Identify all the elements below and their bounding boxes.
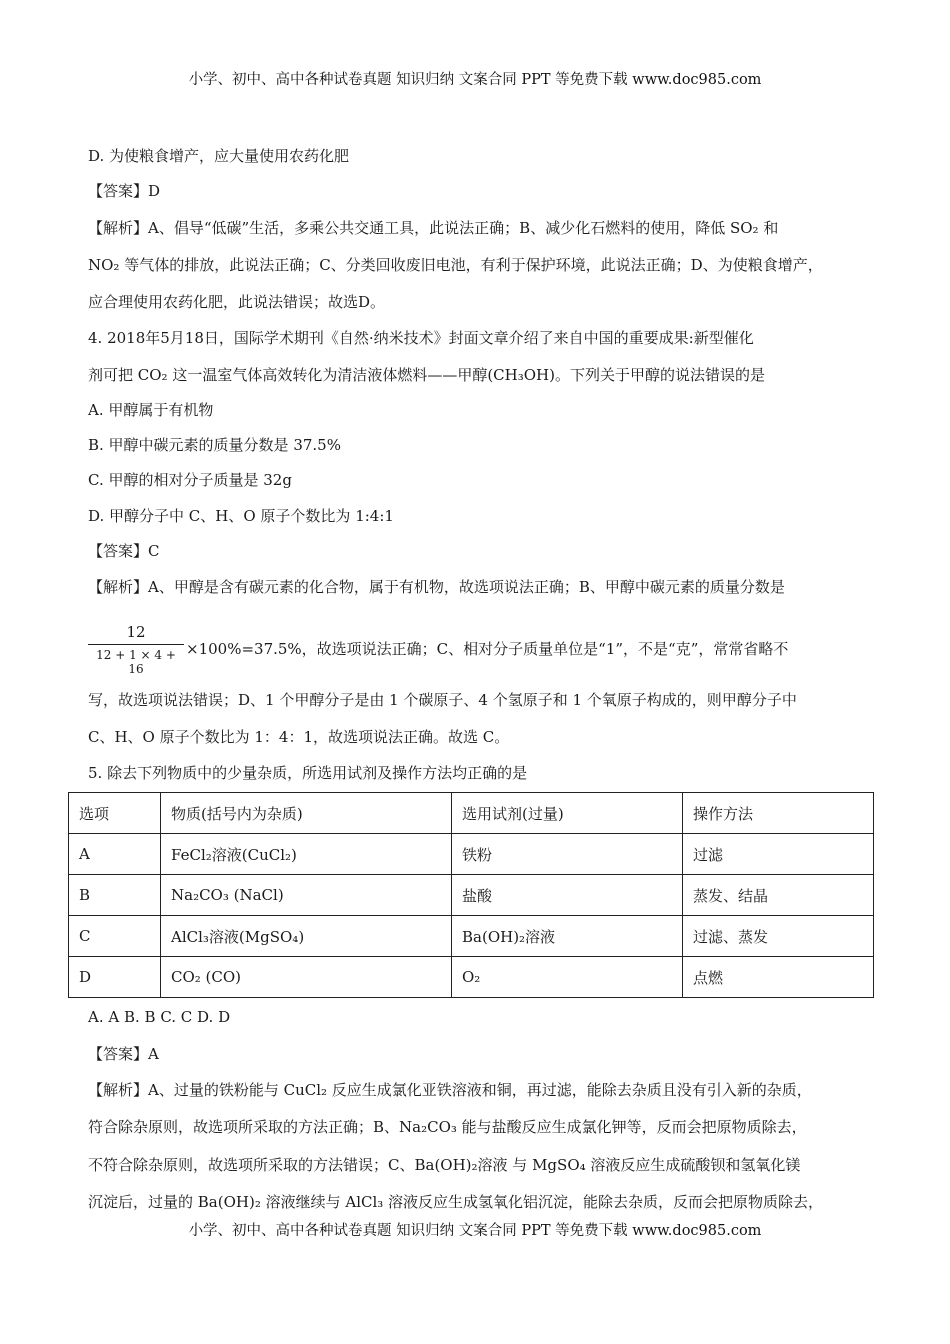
table-cell: 铁粉 [452,834,683,875]
table-header: 选项 [69,793,161,834]
q3-option-d: D. 为使粮食增产，应大量使用农药化肥 [88,147,350,165]
fraction-bar [88,644,184,645]
table-header: 选用试剂(过量) [452,793,683,834]
table-cell: 点燃 [683,957,874,998]
table-row [69,834,874,875]
page-footer: 小学、初中、高中各种试卷真题 知识归纳 文案合同 PPT 等免费下载 www.doc985.com [188,1223,762,1239]
table-cell: C [69,916,161,957]
q3-answer: 【答案】D [88,182,161,200]
q4-analysis-line: 【解析】A、甲醇是含有碳元素的化合物，属于有机物，故选项说法正确；B、甲醇中碳元素的质量分数是 [88,578,785,596]
q5-stem: 5. 除去下列物质中的少量杂质，所选用试剂及操作方法均正确的是 [88,764,528,782]
table-header-row [69,793,874,834]
mass-fraction [88,622,184,676]
table-cell: AlCl₃溶液(MgSO₄) [161,916,452,957]
q4-analysis-line: ×100%=37.5%，故选项说法正确；C、相对分子质量单位是“1”，不是“克”，常常省略不 [186,640,789,658]
table-cell: O₂ [452,957,683,998]
fraction-numerator: 12 [126,623,146,641]
q5-choices: A. A B. B C. C D. D [88,1008,231,1026]
q5-analysis-line: 不符合除杂原则，故选项所采取的方法错误；C、Ba(OH)₂溶液 与 MgSO₄ 溶液反应生成硫酸钡和氢氧化镁 [88,1156,801,1174]
q4-analysis-line: 写，故选项说法错误；D、1 个甲醇分子是由 1 个碳原子、4 个氢原子和 1 个氧原子构成的，则甲醇分子中 [88,691,797,709]
q4-option-c: C. 甲醇的相对分子质量是 32g [88,471,292,489]
table-cell: 过滤、蒸发 [683,916,874,957]
table-cell: Ba(OH)₂溶液 [452,916,683,957]
q3-analysis-line: NO₂ 等气体的排放，此说法正确；C、分类回收废旧电池，有利于保护环境，此说法正确；D、为使粮食增产， [88,256,823,274]
table-cell: 过滤 [683,834,874,875]
q4-stem-line: 4. 2018年5月18日，国际学术期刊《自然·纳米技术》封面文章介绍了来自中国的重要成果:新型催化 [88,329,754,347]
table-cell: B [69,875,161,916]
table-cell: Na₂CO₃ (NaCl) [161,875,452,916]
table-row [69,957,874,998]
q5-analysis-line: 沉淀后，过量的 Ba(OH)₂ 溶液继续与 AlCl₃ 溶液反应生成氢氧化铝沉淀，能除去杂质，反而会把原物质除去， [88,1193,824,1211]
table-cell: A [69,834,161,875]
q4-stem-line: 剂可把 CO₂ 这一温室气体高效转化为清洁液体燃料——甲醇(CH₃OH)。下列关于甲醇的说法错误的是 [88,366,765,384]
q4-answer: 【答案】C [88,542,160,560]
q3-analysis-line: 【解析】A、倡导“低碳”生活，多乘公共交通工具，此说法正确；B、减少化石燃料的使用，降低 SO₂ 和 [88,219,779,237]
table-header: 物质(括号内为杂质) [161,793,452,834]
table-cell: 盐酸 [452,875,683,916]
q5-analysis-line: 【解析】A、过量的铁粉能与 CuCl₂ 反应生成氯化亚铁溶液和铜，再过滤，能除去杂质且没有引入新的杂质， [88,1081,812,1099]
q5-analysis-line: 符合除杂原则，故选项所采取的方法正确；B、Na₂CO₃ 能与盐酸反应生成氯化钾等，反而会把原物质除去， [88,1118,807,1136]
impurity-table [68,792,874,998]
q4-option-a: A. 甲醇属于有机物 [88,401,214,419]
table-cell: CO₂ (CO) [161,957,452,998]
fraction-denominator: 12 + 1 × 4 + 16 [96,648,176,676]
table-row [69,916,874,957]
table-cell: D [69,957,161,998]
q5-answer: 【答案】A [88,1045,159,1063]
table-row [69,875,874,916]
table-cell: FeCl₂溶液(CuCl₂) [161,834,452,875]
q4-option-d: D. 甲醇分子中 C、H、O 原子个数比为 1:4:1 [88,507,394,525]
table-header: 操作方法 [683,793,874,834]
q3-analysis-line: 应合理使用农药化肥，此说法错误；故选D。 [88,293,386,311]
table-cell: 蒸发、结晶 [683,875,874,916]
q4-option-b: B. 甲醇中碳元素的质量分数是 37.5% [88,436,341,454]
page-header: 小学、初中、高中各种试卷真题 知识归纳 文案合同 PPT 等免费下载 www.doc985.com [188,72,762,88]
q4-analysis-line: C、H、O 原子个数比为 1：4：1，故选项说法正确。故选 C。 [88,728,510,746]
